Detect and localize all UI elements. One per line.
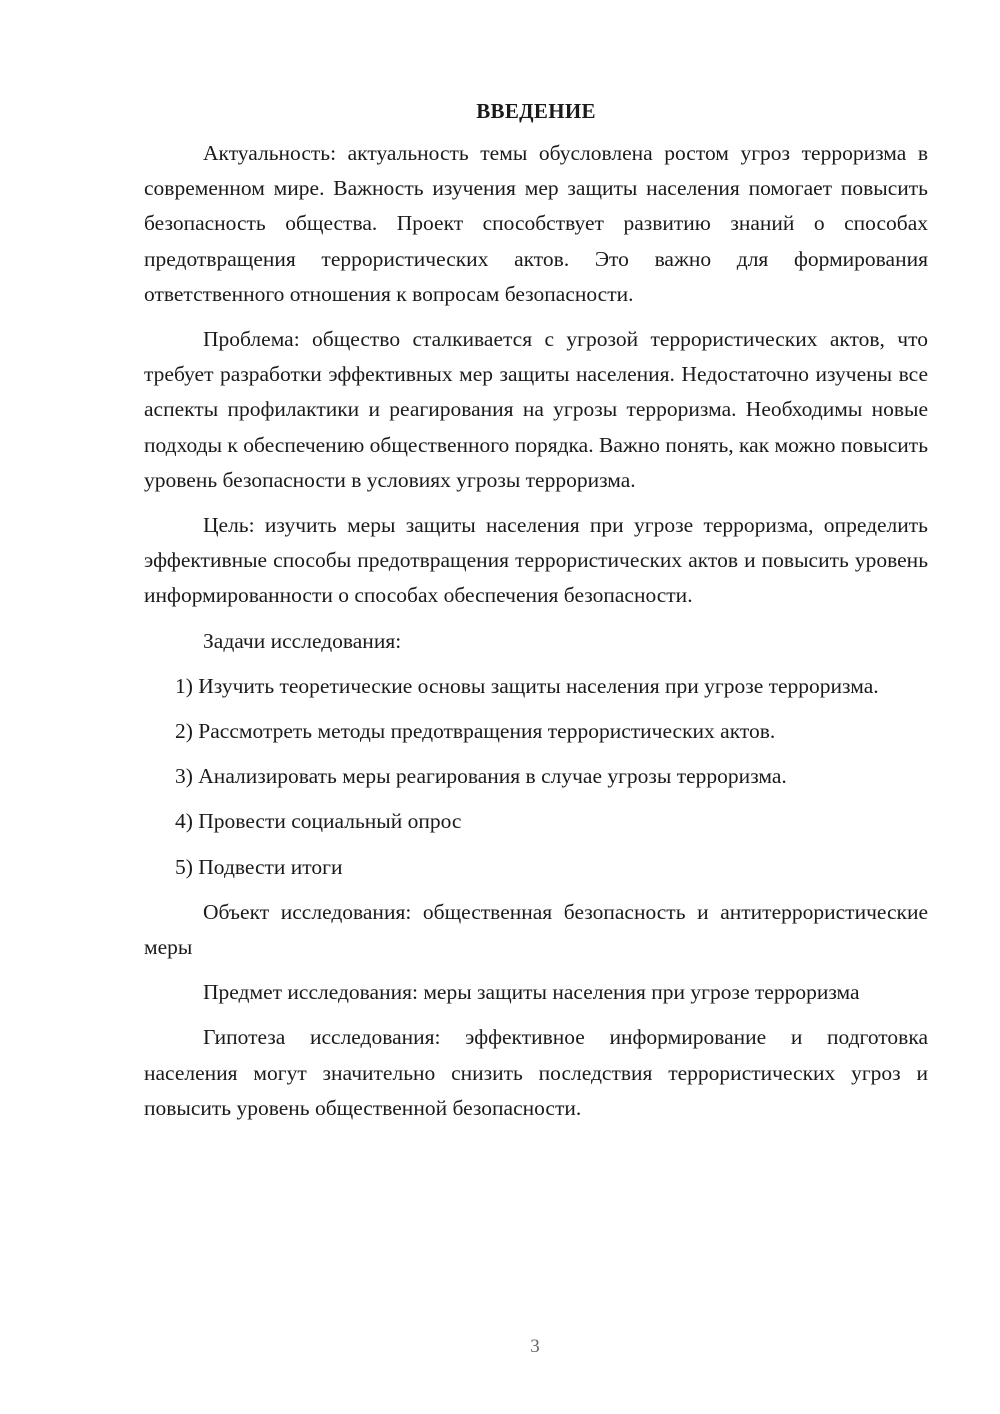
subject-paragraph: Предмет исследования: меры защиты населения при угрозе терроризма: [203, 980, 860, 1005]
task-item-2: 2) Рассмотреть методы предотвращения террористических актов.: [175, 719, 776, 744]
task-item-3: 3) Анализировать меры реагирования в случае угрозы терроризма.: [175, 764, 787, 789]
task-item-1: 1) Изучить теоретические основы защиты населения при угрозе терроризма.: [175, 673, 879, 698]
tasks-heading: Задачи исследования:: [203, 628, 402, 653]
relevance-paragraph: Актуальность: актуальность темы обусловлена ростом угроз терроризма в современном мире. Важность изучения мер защиты населения помогает повысить безопасность общества. Проект способствует развитию знаний о способах предотвращения террористических актов. Это важно для формирования ответственного отношения к вопросам безопасности.: [144, 141, 928, 306]
goal-paragraph: Цель: изучить меры защиты населения при угрозе терроризма, определить эффективные способы предотвращения террористических актов и повысить уровень информированности о способах обеспечения безопасности.: [144, 513, 928, 608]
problem-paragraph: Проблема: общество сталкивается с угрозой террористических актов, что требует разработки эффективных мер защиты населения. Недостаточно изучены все аспекты профилактики и реагирования на угрозы терроризма. Необходимы новые подходы к обеспечению общественного порядка. Важно понять, как можно повысить уровень безопасности в условиях угрозы терроризма.: [144, 327, 928, 492]
task-item-5: 5) Подвести итоги: [175, 854, 343, 879]
page-number: 3: [530, 1336, 540, 1357]
page-title: ВВЕДЕНИЕ: [476, 99, 596, 123]
page-content: [144, 96, 928, 1126]
task-item-4: 4) Провести социальный опрос: [175, 809, 462, 834]
object-paragraph: Объект исследования: общественная безопасность и антитеррористические меры: [144, 899, 928, 960]
hypothesis-paragraph: Гипотеза исследования: эффективное информирование и подготовка населения могут значительно снизить последствия террористических угроз и повысить уровень общественной безопасности.: [144, 1025, 928, 1120]
